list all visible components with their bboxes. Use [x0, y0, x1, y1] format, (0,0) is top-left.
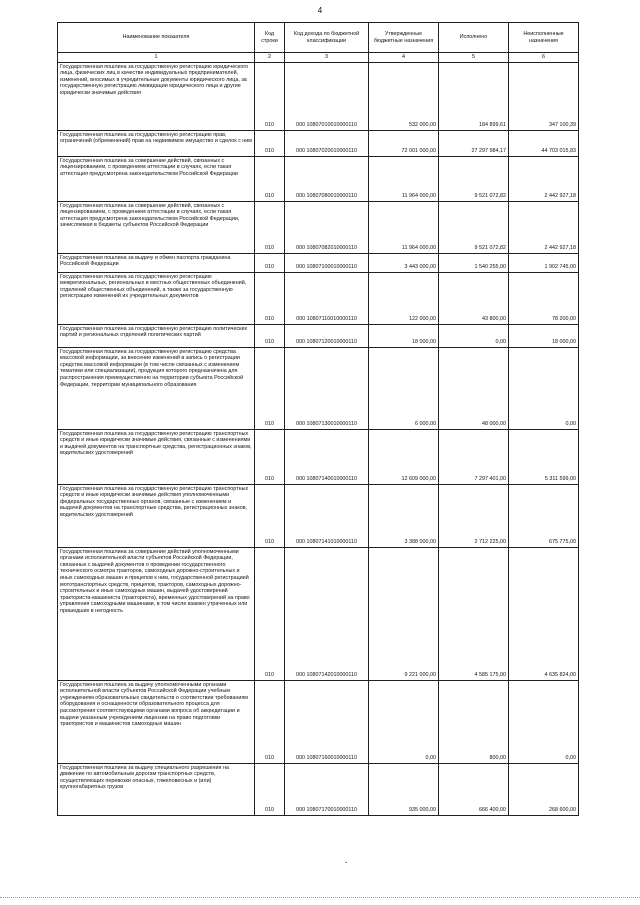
- table-row: [58, 156, 579, 201]
- table-row: [58, 680, 579, 763]
- row-code: 010: [255, 253, 285, 272]
- row-code: 010: [255, 272, 285, 324]
- table-row: [58, 429, 579, 484]
- row-name: Государственная пошлина за государственную регистрацию юридического лица, физических лиц в качестве индивидуальных предпринимателей, изменений, вносимых в учредительные документы юридического лица, за государственную регистрацию ликвидации юридического лица и другие юридически значимые действия: [58, 62, 255, 130]
- row-unexecuted: 4 635 824,00: [509, 547, 579, 680]
- row-kbk: 000 10807140010000110: [285, 429, 369, 484]
- row-name: Государственная пошлина за выдачу специального разрешения на движение по автомобильным дорогам транспортных средств, осуществляющих перевозки опасных, тяжеловесных и (или) крупногабаритных грузов: [58, 763, 255, 815]
- row-kbk: 000 10807170010000110: [285, 763, 369, 815]
- row-approved: 18 000,00: [369, 324, 439, 347]
- row-unexecuted: 0,00: [509, 347, 579, 429]
- row-code: 010: [255, 324, 285, 347]
- row-kbk: 000 10807130010000110: [285, 347, 369, 429]
- row-unexecuted: 78 200,00: [509, 272, 579, 324]
- page-number: 4: [317, 6, 323, 15]
- row-name: Государственная пошлина за государственную регистрацию транспортных средств и иные юридически значимые действия, связанные с изменениями и выдачей документов на транспортные средства, регистрационных знаков, водительских удостоверений: [58, 429, 255, 484]
- row-executed: 7 297 401,00: [439, 429, 509, 484]
- row-approved: 12 609 000,00: [369, 429, 439, 484]
- row-name: Государственная пошлина за совершение действий, связанных с лицензированием, с проведением аттестации в случаях, если такая аттестация предусмотрена законодательством Российской Федерации: [58, 156, 255, 201]
- row-name: Государственная пошлина за государственную регистрацию транспортных средств и иные юридически значимые действия уполномоченными федеральных государственных органов, связанные с изменением и выдачей документов на транспортные средства, регистрационных знаков, водительских удостоверений: [58, 484, 255, 547]
- row-executed: 9 521 072,82: [439, 156, 509, 201]
- table-row: [58, 253, 579, 272]
- table-header-row: [58, 23, 579, 53]
- column-number-row: [58, 53, 579, 63]
- column-number: 5: [439, 53, 509, 63]
- row-executed: 9 521 072,82: [439, 201, 509, 253]
- row-unexecuted: 2 442 927,18: [509, 156, 579, 201]
- row-code: 010: [255, 547, 285, 680]
- row-name: Государственная пошлина за выдачу и обмен паспорта гражданина Российской Федерации: [58, 253, 255, 272]
- row-name: Государственная пошлина за государственную регистрацию политических партий и региональных отделений политических партий: [58, 324, 255, 347]
- footer-divider: [0, 897, 640, 900]
- table-row: [58, 272, 579, 324]
- header-unexecuted: Неисполненные назначения: [509, 23, 579, 53]
- row-kbk: 000 10807100010000110: [285, 253, 369, 272]
- table-row: [58, 62, 579, 130]
- row-code: 010: [255, 680, 285, 763]
- row-unexecuted: 1 902 745,00: [509, 253, 579, 272]
- table-row: [58, 484, 579, 547]
- row-code: 010: [255, 347, 285, 429]
- row-unexecuted: 675 775,00: [509, 484, 579, 547]
- table-row: [58, 547, 579, 680]
- table-row: [58, 324, 579, 347]
- row-code: 010: [255, 484, 285, 547]
- row-kbk: 000 10807010010000110: [285, 62, 369, 130]
- row-code: 010: [255, 130, 285, 156]
- row-name: Государственная пошлина за совершение действий, связанных с лицензированием, с проведением аттестации в случаях, если такая аттестация предусмотрена законодательством Российской Федерации, зачисляемая в бюджеты субъектов Российской Федерации: [58, 201, 255, 253]
- column-number: 6: [509, 53, 579, 63]
- row-approved: 532 000,00: [369, 62, 439, 130]
- row-kbk: 000 10807110010000110: [285, 272, 369, 324]
- table-body: [58, 62, 579, 815]
- table-row: [58, 347, 579, 429]
- table-row: [58, 763, 579, 815]
- row-executed: 184 899,61: [439, 62, 509, 130]
- row-kbk: 000 10807120010000110: [285, 324, 369, 347]
- row-kbk: 000 10807160010000110: [285, 680, 369, 763]
- row-executed: 1 540 255,00: [439, 253, 509, 272]
- row-unexecuted: 2 442 927,18: [509, 201, 579, 253]
- row-unexecuted: 347 100,39: [509, 62, 579, 130]
- row-code: 010: [255, 62, 285, 130]
- header-code: Код строки: [255, 23, 285, 53]
- row-kbk: 000 10807141010000110: [285, 484, 369, 547]
- scan-speck: [345, 862, 347, 863]
- row-executed: 2 712 225,00: [439, 484, 509, 547]
- row-executed: 43 800,00: [439, 272, 509, 324]
- row-approved: 9 221 000,00: [369, 547, 439, 680]
- table-row: [58, 130, 579, 156]
- row-code: 010: [255, 201, 285, 253]
- header-approved: Утвержденные бюджетные назначения: [369, 23, 439, 53]
- row-approved: 935 000,00: [369, 763, 439, 815]
- row-unexecuted: 0,00: [509, 680, 579, 763]
- row-unexecuted: 18 000,00: [509, 324, 579, 347]
- row-approved: 3 388 000,00: [369, 484, 439, 547]
- row-approved: 0,00: [369, 680, 439, 763]
- column-number: 2: [255, 53, 285, 63]
- row-code: 010: [255, 763, 285, 815]
- row-code: 010: [255, 156, 285, 201]
- row-approved: 11 964 000,00: [369, 156, 439, 201]
- row-kbk: 000 10807082010000110: [285, 201, 369, 253]
- row-executed: 48 000,00: [439, 347, 509, 429]
- revenue-table: [57, 22, 579, 816]
- row-unexecuted: 44 703 015,83: [509, 130, 579, 156]
- row-unexecuted: 5 311 599,00: [509, 429, 579, 484]
- row-executed: 0,00: [439, 324, 509, 347]
- row-name: Государственная пошлина за выдачу уполномоченными органами исполнительной власти субъектов Российской Федерации учебным учреждениям образовательных свидетельств о соответствии требованиям оборудования и оснащенности образовательного процесса для рассмотрения соответствующими органами вопроса об аккредитации и выдачи указанным учреждениям лицензии на право подготовки трактористов и машинистов самоходных машин: [58, 680, 255, 763]
- header-kbk: Код дохода по бюджетной классификации: [285, 23, 369, 53]
- row-unexecuted: 268 600,00: [509, 763, 579, 815]
- row-approved: 11 964 000,00: [369, 201, 439, 253]
- column-number: 1: [58, 53, 255, 63]
- header-name: Наименование показателя: [58, 23, 255, 53]
- row-code: 010: [255, 429, 285, 484]
- row-kbk: 000 10807142010000110: [285, 547, 369, 680]
- header-executed: Исполнено: [439, 23, 509, 53]
- row-name: Государственная пошлина за государственную регистрацию прав, ограничений (обременений) прав на недвижимое имущество и сделок с ним: [58, 130, 255, 156]
- row-executed: 666 400,00: [439, 763, 509, 815]
- row-kbk: 000 10807020010000110: [285, 130, 369, 156]
- row-name: Государственная пошлина за государственную регистрацию межрегиональных, региональных и местных общественных объединений, отделений общественных объединений, а также за государственную регистрацию изменений их учредительных документов: [58, 272, 255, 324]
- column-number: 3: [285, 53, 369, 63]
- row-executed: 27 297 984,17: [439, 130, 509, 156]
- row-approved: 3 443 000,00: [369, 253, 439, 272]
- row-approved: 122 000,00: [369, 272, 439, 324]
- row-approved: 72 001 000,00: [369, 130, 439, 156]
- row-executed: 4 585 175,00: [439, 547, 509, 680]
- row-name: Государственная пошлина за совершение действий уполномоченными органами исполнительной власти субъектов Российской Федерации, связанных с выдачей документов о проведении государственного технического осмотра тракторов, самоходных дорожно-строительных и иных самоходных машин и прицепов к ним, государственной регистрацией мототранспортных средств, прицепов, тракторов, самоходных дорожно-строительных и иных самоходных машин, выдачей удостоверений тракториста-машиниста (тракториста), временных удостоверений на право управления самоходными машинами, в том числе взамен утраченных или пришедших в негодность: [58, 547, 255, 680]
- row-name: Государственная пошлина за государственную регистрацию средства массовой информации, за внесение изменений в запись о регистрации средства массовой информации (в том числе связанных с изменением тематики или специализации), продукция которого предназначена для распространения преимущественно на территории субъекта Российской Федерации, территории муниципального образования: [58, 347, 255, 429]
- row-kbk: 000 10807080010000110: [285, 156, 369, 201]
- row-executed: 800,00: [439, 680, 509, 763]
- column-number: 4: [369, 53, 439, 63]
- table-row: [58, 201, 579, 253]
- row-approved: 6 000,00: [369, 347, 439, 429]
